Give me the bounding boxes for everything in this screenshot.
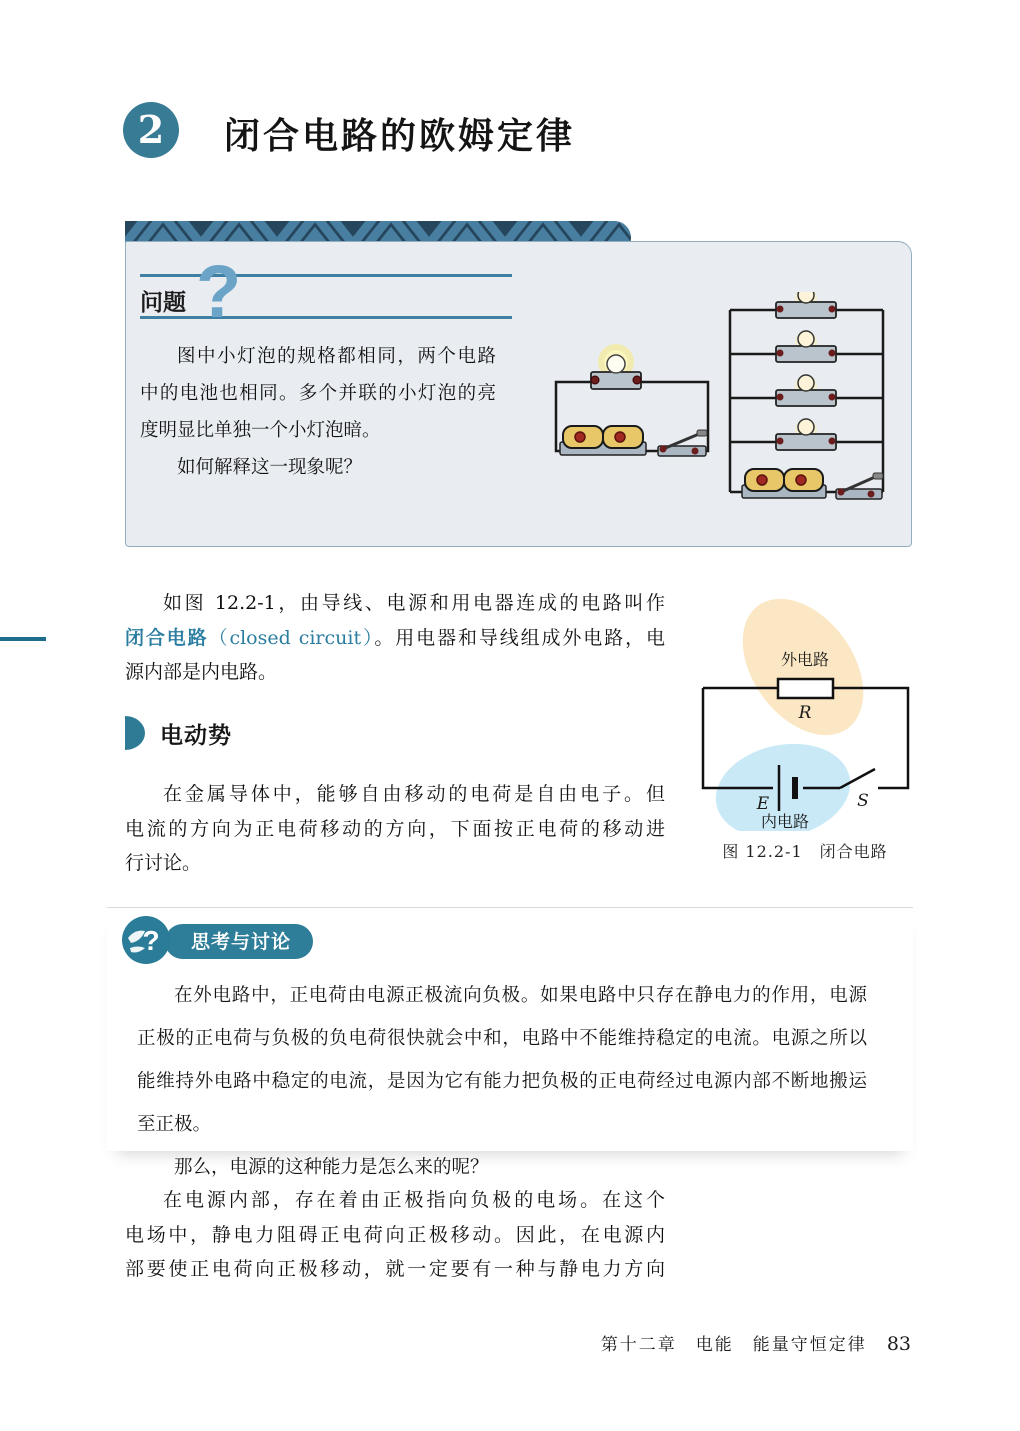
- resistor-label: R: [798, 703, 812, 723]
- question-label: 问题: [140, 289, 186, 315]
- text-line: 电场中，静电力阻碍正电荷向正极移动。因此，在电源内: [125, 1223, 665, 1246]
- page-title: 闭合电路的欧姆定律: [224, 115, 576, 157]
- text-line: 中的电池也相同。多个并联的小灯泡的亮: [140, 383, 496, 404]
- resistor-symbol: [778, 679, 833, 698]
- text-line: 行讨论。: [125, 852, 202, 874]
- text-line: 至正极。: [137, 1114, 212, 1135]
- internal-circuit-label: 内电路: [760, 812, 810, 831]
- parallel-bulb-branch: [730, 375, 883, 406]
- text-line: 度明显比单独一个小灯泡暗。: [140, 420, 381, 441]
- figure-closed-circuit: [683, 593, 927, 862]
- question-sentence: 如何解释这一现象呢？: [177, 457, 363, 478]
- svg-text:?: ?: [142, 925, 160, 956]
- section-marker: [125, 716, 145, 750]
- single-bulb-circuit-illustration: [546, 342, 721, 492]
- think-discuss-paragraph: [137, 974, 867, 1146]
- text-line: 如图 12.2-1，由导线、电源和用电器连成的电路叫作: [163, 592, 665, 614]
- emf-paragraph: [125, 777, 665, 881]
- text-line: 源内部是内电路。: [125, 661, 278, 683]
- think-discuss-box: [107, 907, 913, 1178]
- switch-label: S: [857, 791, 869, 811]
- text-line: 能维持外电路中稳定的电流，是因为它有能力把负极的正电荷经过电源内部不断地搬运: [137, 1071, 867, 1092]
- text-line: [125, 621, 665, 656]
- margin-mark: [0, 637, 46, 641]
- bulb: [607, 355, 625, 373]
- page-footer: [125, 1330, 911, 1355]
- text-line: 在电源内部，存在着由正极指向负极的电场。在这个: [163, 1189, 665, 1211]
- chapter-title: 第十二章 电能 能量守恒定律: [600, 1335, 867, 1355]
- key-term-english: （closed circuit）: [208, 626, 375, 649]
- page-number: 83: [886, 1333, 911, 1355]
- text-line: 正极的正电荷与负极的负电荷很快就会中和，电路中不能维持稳定的电流。电源之所以: [137, 1028, 867, 1049]
- parallel-bulb-branch: [730, 331, 883, 362]
- parallel-bulb-branch: [730, 292, 883, 318]
- text-line: 部要使正电荷向正极移动，就一定要有一种与静电力方向: [125, 1258, 665, 1280]
- text-line: 在金属导体中，能够自由移动的电荷是自由电子。但: [163, 783, 665, 805]
- external-circuit-highlight: [718, 593, 888, 758]
- text-line: 电流的方向为正电荷移动的方向，下面按正电荷的移动进: [125, 817, 665, 840]
- parallel-bulbs-circuit-illustration: [718, 292, 898, 532]
- question-mark-icon: ?: [196, 250, 242, 333]
- think-discuss-icon: [121, 915, 171, 965]
- parallel-bulb-branch: [730, 419, 883, 450]
- section-number-badge: 2: [123, 102, 179, 158]
- key-term: 闭合电路: [125, 626, 209, 649]
- intro-paragraph: [125, 586, 665, 690]
- question-paragraph: [140, 338, 496, 449]
- question-box: [125, 241, 912, 547]
- text-run: 。用电器和导线组成外电路，电: [374, 626, 665, 649]
- text-line: 图中小灯泡的规格都相同，两个电路: [177, 346, 496, 367]
- emf-label: E: [756, 794, 770, 814]
- closing-paragraph: [125, 1183, 665, 1287]
- external-circuit-label: 外电路: [780, 650, 830, 669]
- figure-caption: 图 12.2-1 闭合电路: [722, 842, 888, 861]
- think-discuss-badge: 思考与讨论: [165, 924, 313, 959]
- text-line: 在外电路中，正电荷由电源正极流向负极。如果电路中只存在静电力的作用，电源: [174, 985, 867, 1006]
- think-discuss-question: 那么，电源的这种能力是怎么来的呢？: [174, 1157, 489, 1178]
- section-heading-emf: 电动势: [160, 722, 232, 748]
- closed-circuit-diagram: [683, 593, 927, 831]
